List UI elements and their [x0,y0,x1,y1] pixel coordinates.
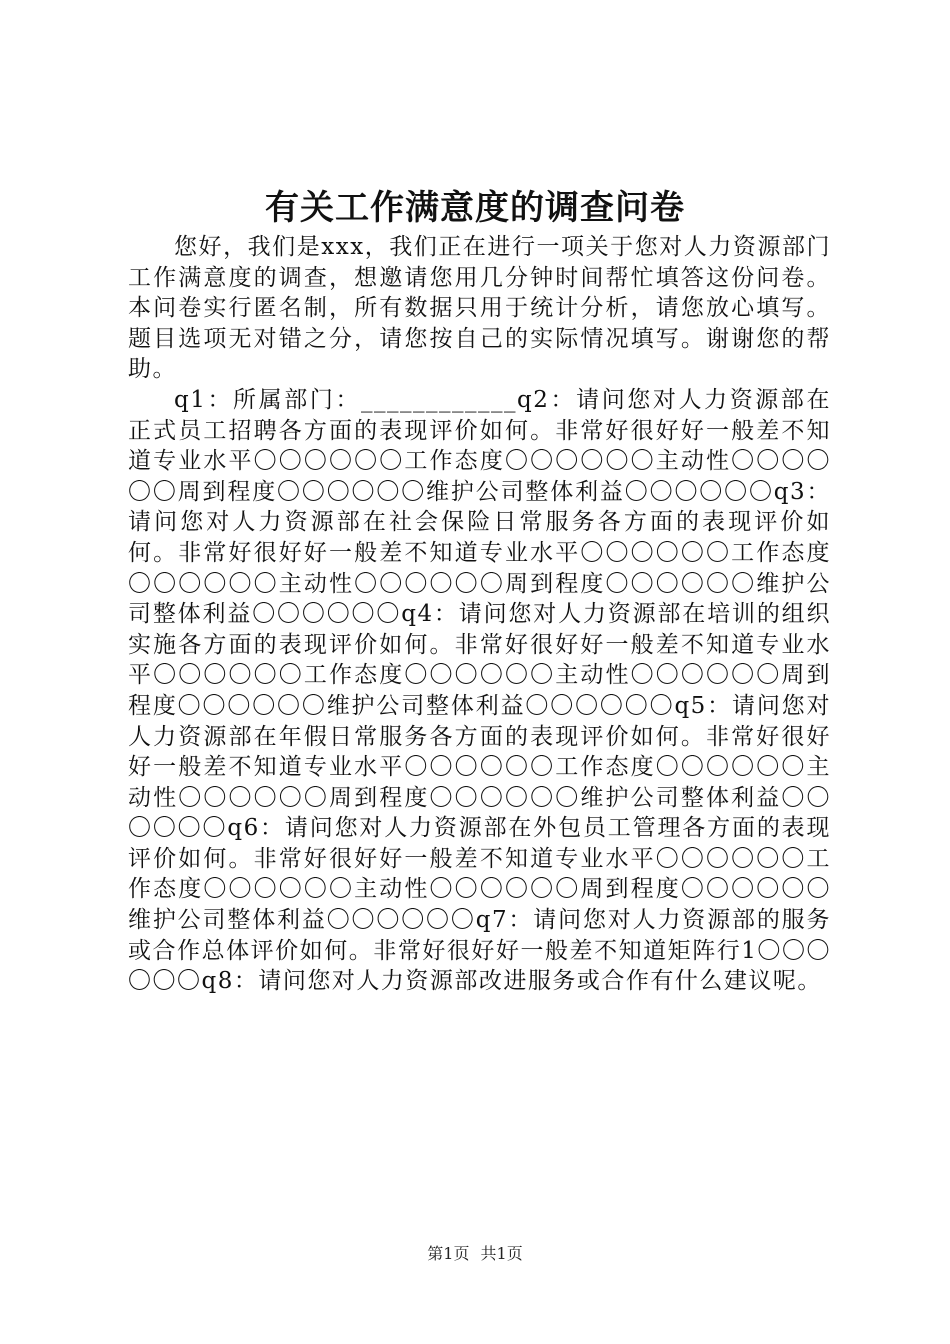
document-title: 有关工作满意度的调查问卷 [265,188,685,228]
document-body [128,232,831,997]
questions-paragraph: q1：所属部门：____________q2：请问您对人力资源部在正式员工招聘各方面的表现评价如何。非常好很好好一般差不知道专业水平〇〇〇〇〇〇工作态度〇〇〇〇〇〇主动性〇〇〇〇〇〇周到程度〇〇〇〇〇〇维护公司整体利益〇〇〇〇〇〇q3：请问您对人力资源部在社会保险日常服务各方面的表现评价如何。非常好很好好一般差不知道专业水平〇〇〇〇〇〇工作态度〇〇〇〇〇〇主动性〇〇〇〇〇〇周到程度〇〇〇〇〇〇维护公司整体利益〇〇〇〇〇〇q4：请问您对人力资源部在培训的组织实施各方面的表现评价如何。非常好很好好一般差不知道专业水平〇〇〇〇〇〇工作态度〇〇〇〇〇〇主动性〇〇〇〇〇〇周到程度〇〇〇〇〇〇维护公司整体利益〇〇〇〇〇〇q5：请问您对人力资源部在年假日常服务各方面的表现评价如何。非常好很好好一般差不知道专业水平〇〇〇〇〇〇工作态度〇〇〇〇〇〇主动性〇〇〇〇〇〇周到程度〇〇〇〇〇〇维护公司整体利益〇〇〇〇〇〇q6：请问您对人力资源部在外包员工管理各方面的表现评价如何。非常好很好好一般差不知道专业水平〇〇〇〇〇〇工作态度〇〇〇〇〇〇主动性〇〇〇〇〇〇周到程度〇〇〇〇〇〇维护公司整体利益〇〇〇〇〇〇q7：请问您对人力资源部的服务或合作总体评价如何。非常好很好好一般差不知道矩阵行1〇〇〇〇〇〇q8：请问您对人力资源部改进服务或合作有什么建议呢。 [128,386,831,995]
intro-paragraph: 您好，我们是xxx，我们正在进行一项关于您对人力资源部门工作满意度的调查，想邀请您用几分钟时间帮忙填答这份问卷。本问卷实行匿名制，所有数据只用于统计分析，请您放心填写。题目选项无对错之分，请您按自己的实际情况填写。谢谢您的帮助。 [128,234,831,383]
page-number-current: 第1页 [427,1244,470,1263]
page-footer [0,1243,950,1265]
page-number-total: 共1页 [480,1244,523,1263]
